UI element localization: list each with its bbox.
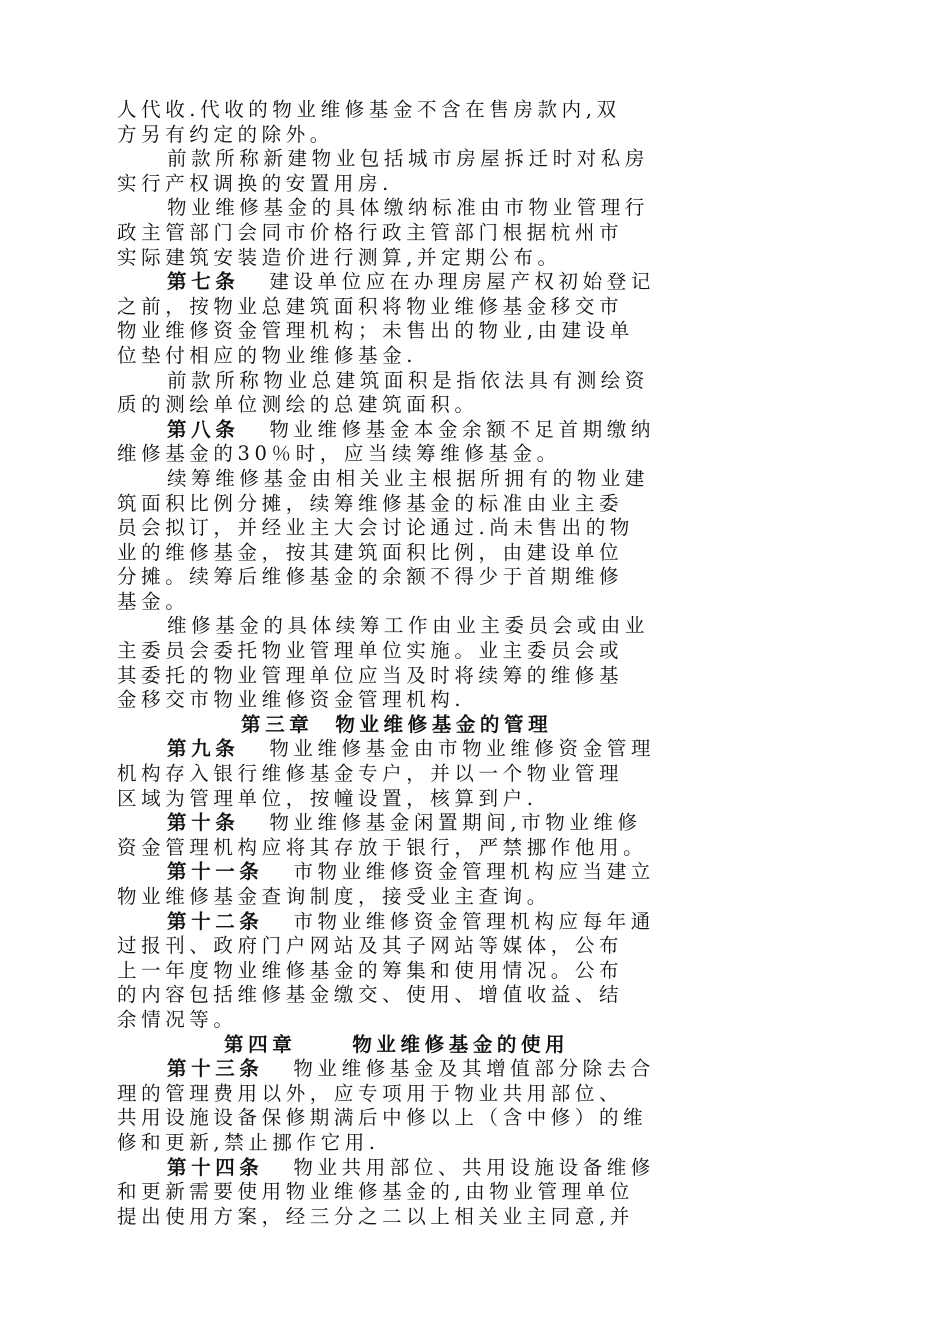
- line-text: 续筹维修基金由相关业主根据所拥有的物业建: [167, 466, 650, 490]
- text-line: [117, 1008, 829, 1033]
- line-text: 方另有约定的除外。: [117, 122, 334, 146]
- article-line: [117, 418, 829, 443]
- text-line: [117, 1106, 829, 1131]
- text-line: [117, 959, 829, 984]
- line-text: 物业维修资金管理机构；未售出的物业,由建设单: [117, 319, 634, 343]
- line-text: 物业维修基金查询制度，接受业主查询。: [117, 885, 551, 908]
- text-line: [117, 590, 829, 615]
- article-line: [117, 737, 829, 762]
- text-line: [117, 787, 829, 812]
- line-text: 基金。: [117, 589, 190, 613]
- line-text: 员会拟订，并经业主大会讨论通过.尚未售出的物: [117, 516, 634, 540]
- article-number: 第七条: [167, 270, 240, 294]
- chapter-number: 第四章: [224, 1032, 297, 1056]
- text-line: [117, 664, 829, 689]
- line-text: 维修基金的30％时，应当续筹维修基金。: [117, 442, 561, 466]
- text-line: [117, 934, 829, 959]
- line-text: 物业维修基金由市物业维修资金管理: [269, 737, 655, 761]
- text-line: [117, 1082, 829, 1107]
- text-line: [117, 565, 829, 590]
- line-text: 之前，按物业总建筑面积将物业维修基金移交市: [117, 294, 624, 318]
- line-text: 物业维修基金本金余额不足首期缴纳: [269, 417, 655, 441]
- line-text: 区域为管理单位，按幢设置，核算到户.: [117, 786, 538, 810]
- article-number: 第十三条: [167, 1057, 264, 1081]
- line-text: 维修基金的具体续筹工作由业主委员会或由业: [167, 614, 650, 638]
- article-number: 第十条: [167, 811, 240, 835]
- text-line: [117, 1131, 829, 1156]
- line-text: 共用设施设备保修期满后中修以上（含中修）的维: [117, 1106, 648, 1130]
- line-text: 的内容包括维修基金缴交、使用、增值收益、结: [117, 983, 624, 1007]
- text-line: [117, 147, 829, 172]
- line-text: 物业维修基金闲置期间,市物业维修: [269, 811, 642, 835]
- text-line: [117, 885, 829, 910]
- line-text: 人代收.代收的物业维修基金不含在售房款内,双: [117, 98, 621, 121]
- line-text: 位垫付相应的物业维修基金.: [117, 343, 417, 367]
- article-line: [117, 910, 829, 935]
- line-text: 资金管理机构应将其存放于银行，严禁挪作他用。: [117, 835, 648, 859]
- text-line: [117, 516, 829, 541]
- line-text: 实际建筑安装造价进行测算,并定期公布。: [117, 245, 562, 269]
- text-line: [117, 442, 829, 467]
- text-line: [117, 246, 829, 271]
- line-text: 物业共用部位、共用设施设备维修: [293, 1155, 655, 1179]
- line-text: 质的测绘单位测绘的总建筑面积。: [117, 393, 479, 417]
- line-text: 前款所称物业总建筑面积是指依法具有测绘资: [167, 368, 650, 392]
- line-text: 余情况等。: [117, 1007, 238, 1031]
- line-text: 理的管理费用以外，应专项用于物业共用部位、: [117, 1081, 624, 1105]
- line-text: 业的维修基金，按其建筑面积比例，由建设单位: [117, 540, 624, 564]
- line-text: 机构存入银行维修基金专户，并以一个物业管理: [117, 762, 624, 786]
- article-number: 第九条: [167, 737, 240, 761]
- line-text: 建设单位应在办理房屋产权初始登记: [269, 270, 655, 294]
- text-line: [117, 369, 829, 394]
- text-line: [117, 541, 829, 566]
- article-line: [117, 270, 829, 295]
- line-text: 上一年度物业维修基金的筹集和使用情况。公布: [117, 958, 624, 982]
- line-text: 物业维修基金的具体缴纳标准由市物业管理行: [167, 196, 650, 220]
- text-line: [117, 1205, 829, 1230]
- chapter-title: 物业维修基金的使用: [352, 1032, 570, 1056]
- text-line: [117, 467, 829, 492]
- article-number: 第八条: [167, 417, 240, 441]
- line-text: 和更新需要使用物业维修基金的,由物业管理单位: [117, 1180, 634, 1204]
- text-line: [117, 295, 829, 320]
- text-line: [117, 393, 829, 418]
- text-line: [117, 344, 829, 369]
- article-number: 第十四条: [167, 1155, 264, 1179]
- text-line: [117, 1180, 829, 1205]
- article-line: [117, 860, 829, 885]
- line-text: 物业维修基金及其增值部分除去合: [293, 1057, 655, 1081]
- text-line: [117, 836, 829, 861]
- chapter-heading: [117, 713, 829, 738]
- article-line: [117, 1156, 829, 1181]
- text-line: [117, 123, 829, 148]
- text-line: [117, 172, 829, 197]
- line-text: 实行产权调换的安置用房.: [117, 171, 393, 195]
- document-page: [117, 98, 829, 1229]
- text-line: [117, 639, 829, 664]
- article-line: [117, 811, 829, 836]
- line-text: 分摊。续筹后维修基金的余额不得少于首期维修: [117, 565, 624, 589]
- line-text: 修和更新,禁止挪作它用.: [117, 1130, 380, 1154]
- line-text: 市物业维修资金管理机构应每年通: [293, 909, 655, 933]
- text-line: [117, 196, 829, 221]
- text-line: [117, 688, 829, 713]
- line-text: 其委托的物业管理单位应当及时将续筹的维修基: [117, 663, 624, 687]
- chapter-number: 第三章: [241, 712, 314, 736]
- line-text: 提出使用方案，经三分之二以上相关业主同意,并: [117, 1204, 634, 1228]
- text-line: [117, 319, 829, 344]
- text-line: [117, 762, 829, 787]
- chapter-title: 物业维修基金的管理: [335, 712, 553, 736]
- line-text: 过报刊、政府门户网站及其子网站等媒体，公布: [117, 934, 624, 958]
- chapter-heading: [117, 1033, 829, 1058]
- line-text: 市物业维修资金管理机构应当建立: [293, 860, 655, 884]
- article-number: 第十一条: [167, 860, 264, 884]
- article-number: 第十二条: [167, 909, 264, 933]
- text-line: [117, 614, 829, 639]
- article-line: [117, 1057, 829, 1082]
- line-text: 主委员会委托物业管理单位实施。业主委员会或: [117, 639, 624, 663]
- line-text: 金移交市物业维修资金管理机构.: [117, 688, 466, 712]
- text-line: [117, 492, 829, 517]
- text-line: [117, 98, 829, 123]
- line-text: 政主管部门会同市价格行政主管部门根据杭州市: [117, 220, 624, 244]
- line-text: 筑面积比例分摊，续筹维修基金的标准由业主委: [117, 491, 624, 515]
- text-line: [117, 983, 829, 1008]
- text-line: [117, 221, 829, 246]
- line-text: 前款所称新建物业包括城市房屋拆迁时对私房: [167, 147, 650, 171]
